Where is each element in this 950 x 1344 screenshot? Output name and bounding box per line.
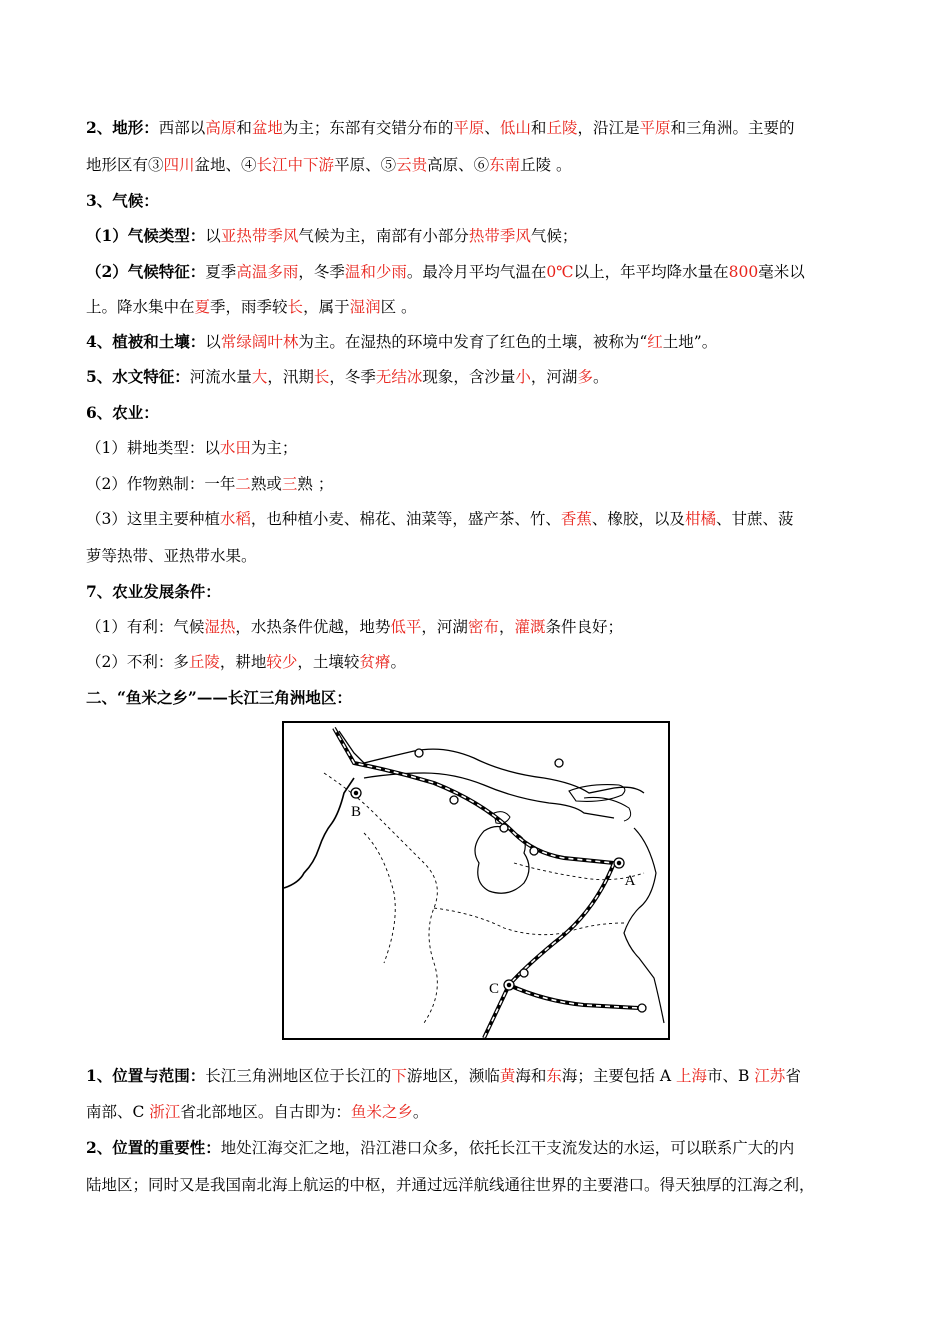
province-border (324, 773, 437, 1023)
section-heading-terrain: 2、地形： (86, 118, 159, 137)
map-label-c: C (488, 981, 500, 997)
section-heading-climate: 3、气候： (86, 191, 159, 210)
map-label-a: A (624, 873, 636, 889)
climate-feature-line-2: 上。降水集中在夏季，雨季较长，属于湿润区 。 (86, 298, 417, 316)
coastline (624, 828, 664, 1023)
agriculture-line-1: （1）耕地类型：以水田为主； (86, 439, 298, 457)
section-heading-location: 1、位置与范围： (86, 1066, 206, 1085)
hydrology-line: 5、水文特征：河流水量大，汛期长，冬季无结冰现象，含沙量小，河湖多。 (86, 367, 609, 386)
yangtze-river (339, 731, 644, 793)
location-line-2: 南部、C 浙江省北部地区。自古即为：鱼米之乡。 (86, 1103, 429, 1121)
importance-line-2: 陆地区；同时又是我国南北海上航运的中枢，并通过远洋航线通往世界的主要港口。得天独厚的江海之利， (86, 1176, 815, 1194)
climate-type-line: （1）气候类型：以亚热带季风气候为主，南部有小部分热带季风气候； (86, 226, 578, 245)
part-two-heading: 二、“鱼米之乡”——长江三角洲地区： (86, 688, 352, 707)
location-line-1: 1、位置与范围：长江三角洲地区位于长江的下游地区，濒临黄海和东海；主要包括 A 上海市、B 江苏省 (86, 1066, 801, 1085)
agriculture-line-3: （3）这里主要种植水稻，也种植小麦、棉花、油菜等，盛产茶、竹、香蕉、橡胶，以及柑橘、甘蔗、菠 (86, 510, 794, 528)
vegetation-line: 4、植被和土壤：以常绿阔叶林为主。在湿热的环境中发育了红色的土壤，被称为“红土地”。 (86, 332, 718, 351)
section-heading-importance: 2、位置的重要性： (86, 1138, 221, 1157)
conditions-line-2: （2）不利：多丘陵，耕地较少，土壤较贫瘠。 (86, 653, 406, 671)
agriculture-line-4: 萝等热带、亚热带水果。 (86, 547, 257, 565)
section-heading-conditions: 7、农业发展条件： (86, 582, 221, 601)
western-river (284, 778, 354, 888)
yangtze-delta-map (282, 721, 670, 1040)
climate-feature-line-1: （2）气候特征：夏季高温多雨，冬季温和少雨。最冷月平均气温在0℃以上，年平均降水量在800毫米以 (86, 262, 805, 281)
agriculture-line-2: （2）作物熟制：一年二熟或三熟 ； (86, 475, 334, 493)
section-heading-vegetation: 4、植被和土壤： (86, 332, 206, 351)
section-heading-hydrology: 5、水文特征： (86, 367, 190, 386)
railway-lines (334, 728, 639, 1038)
city-markers (351, 749, 646, 1012)
map-label-b: B (350, 804, 362, 820)
taihu-lake (475, 826, 529, 893)
importance-line-1: 2、位置的重要性：地处江海交汇之地，沿江港口众多，依托长江干支流发达的水运，可以联系广大的内 (86, 1138, 795, 1157)
section-heading-agriculture: 6、农业： (86, 403, 159, 422)
terrain-line-1: 2、地形：西部以高原和盆地为主；东部有交错分布的平原、低山和丘陵，沿江是平原和三角洲。主要的 (86, 118, 795, 137)
terrain-line-2: 地形区有③四川盆地、④长江中下游平原、⑤云贵高原、⑥东南丘陵 。 (86, 156, 572, 174)
conditions-line-1: （1）有利：气候湿热，水热条件优越，地势低平，河湖密布，灌溉条件良好； (86, 618, 623, 636)
